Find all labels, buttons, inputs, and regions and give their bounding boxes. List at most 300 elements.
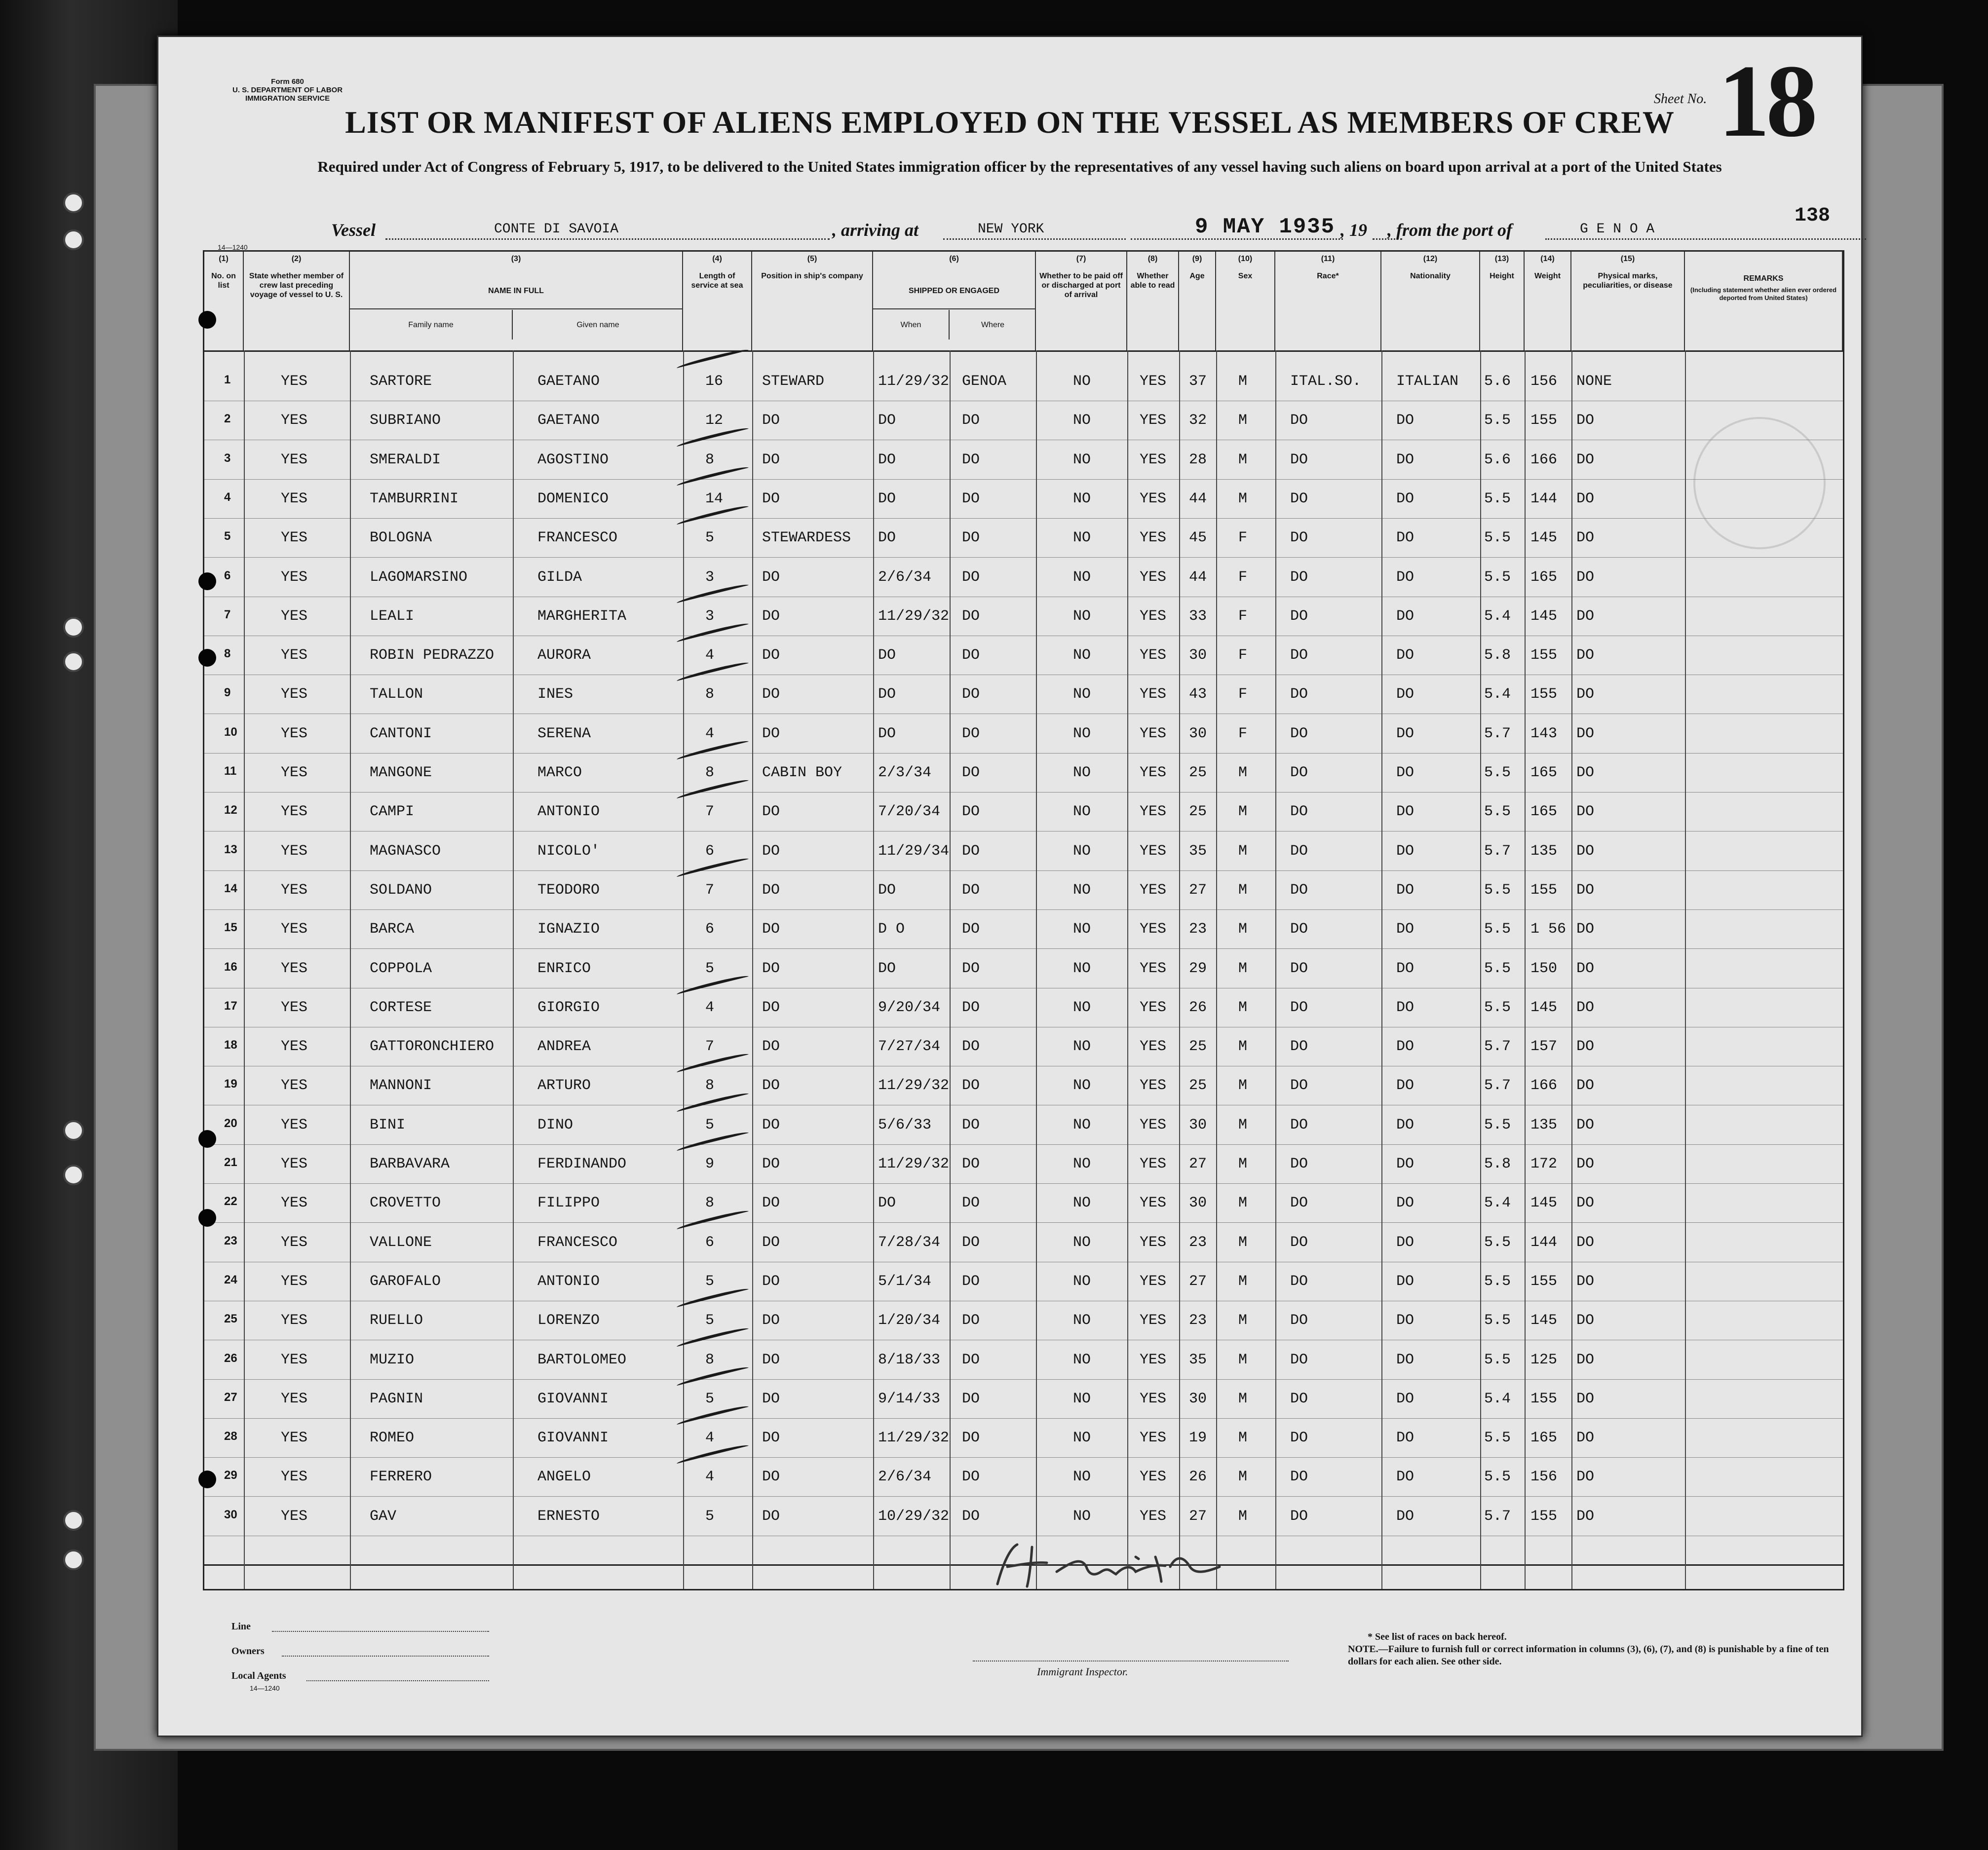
cell-family: TAMBURRINI — [370, 490, 459, 507]
cell-no: 13 — [224, 842, 237, 856]
column-header — [873, 252, 1036, 350]
cell-given: SERENA — [537, 725, 591, 742]
column-sublabel: Family name — [350, 310, 513, 340]
cell-race: DO — [1290, 1273, 1308, 1290]
cell-no: 17 — [224, 999, 237, 1013]
cell-crew: YES — [281, 725, 308, 742]
signature-mark — [988, 1537, 1224, 1596]
cell-sex: F — [1238, 529, 1248, 547]
column-divider — [950, 350, 951, 1589]
cell-family: LEALI — [370, 607, 415, 625]
table-row — [204, 1184, 1843, 1223]
cell-paid: NO — [1073, 960, 1091, 977]
cell-sex: M — [1238, 1273, 1248, 1290]
cell-marks: DO — [1576, 1469, 1595, 1486]
cell-weight: 172 — [1530, 1156, 1558, 1172]
cell-service: 8 — [705, 764, 715, 781]
arrival-port: NEW YORK — [978, 222, 1044, 237]
cell-when: 9/14/33 — [878, 1390, 941, 1407]
cell-age: 23 — [1189, 921, 1207, 938]
cell-age: 25 — [1189, 803, 1207, 821]
form-service: IMMIGRATION SERVICE — [245, 94, 330, 103]
binder-hole — [63, 1165, 84, 1185]
cell-service: 5 — [705, 960, 715, 977]
cell-nat: DO — [1396, 1430, 1415, 1447]
cell-race: DO — [1290, 490, 1308, 507]
cell-where: GENOA — [962, 373, 1007, 390]
cell-weight: 144 — [1530, 1234, 1558, 1251]
cell-service: 7 — [705, 881, 715, 899]
cell-read: YES — [1140, 803, 1167, 821]
cell-race: DO — [1290, 686, 1308, 703]
cell-service: 5 — [705, 1312, 715, 1329]
cell-height: 5.7 — [1484, 725, 1511, 742]
cell-race: DO — [1290, 1077, 1308, 1095]
table-row — [204, 675, 1843, 714]
cell-age: 29 — [1189, 960, 1207, 977]
table-row — [204, 1497, 1843, 1536]
cell-no: 10 — [224, 725, 237, 739]
cell-race: DO — [1290, 412, 1308, 429]
cell-family: MANGONE — [370, 764, 432, 781]
cell-nat: DO — [1396, 647, 1415, 664]
cell-sex: M — [1238, 764, 1248, 781]
cell-sex: M — [1238, 1234, 1248, 1251]
cell-given: MARGHERITA — [537, 607, 627, 625]
cell-marks: DO — [1576, 725, 1595, 742]
cell-read: YES — [1140, 1234, 1167, 1251]
cell-marks: DO — [1576, 1351, 1595, 1368]
cell-given: MARCO — [537, 764, 582, 781]
cell-when: 11/29/32 — [878, 1430, 950, 1447]
cell-height: 5.4 — [1484, 607, 1511, 625]
cell-no: 1 — [224, 373, 231, 386]
cell-height: 5.4 — [1484, 1390, 1511, 1407]
cell-height: 5.5 — [1484, 1116, 1511, 1133]
cell-position: DO — [762, 1038, 780, 1056]
cell-weight: 157 — [1530, 1038, 1558, 1056]
cell-nat: DO — [1396, 921, 1415, 938]
column-divider — [1216, 350, 1217, 1589]
cell-service: 5 — [705, 1116, 715, 1133]
cell-marks: DO — [1576, 607, 1595, 625]
cell-age: 30 — [1189, 1195, 1207, 1212]
cell-service: 4 — [705, 999, 715, 1016]
cell-sex: M — [1238, 1116, 1248, 1133]
cell-weight: 156 — [1530, 373, 1558, 390]
cell-age: 23 — [1189, 1312, 1207, 1329]
cell-no: 20 — [224, 1116, 237, 1130]
cell-read: YES — [1140, 1116, 1167, 1133]
cell-read: YES — [1140, 1351, 1167, 1368]
column-number: (4) — [712, 255, 722, 263]
cell-weight: 145 — [1530, 529, 1558, 547]
cell-service: 7 — [705, 1038, 715, 1056]
cell-read: YES — [1140, 568, 1167, 586]
cell-height: 5.7 — [1484, 1508, 1511, 1525]
column-divider — [1275, 350, 1276, 1589]
cell-nat: DO — [1396, 1351, 1415, 1368]
cell-where: DO — [962, 1351, 980, 1368]
cell-family: SMERALDI — [370, 451, 441, 468]
table-row — [204, 519, 1843, 558]
cell-marks: DO — [1576, 1234, 1595, 1251]
cell-height: 5.5 — [1484, 1312, 1511, 1329]
cell-height: 5.4 — [1484, 686, 1511, 703]
agents-code: 14—1240 — [250, 1684, 280, 1692]
cell-read: YES — [1140, 881, 1167, 899]
cell-read: YES — [1140, 1508, 1167, 1525]
cell-position: STEWARDESS — [762, 529, 851, 547]
cell-service: 5 — [705, 529, 715, 547]
cell-when: DO — [878, 960, 896, 977]
cell-family: CROVETTO — [370, 1195, 441, 1212]
rivet — [198, 1130, 216, 1148]
cell-family: FERRERO — [370, 1469, 432, 1486]
cell-sex: M — [1238, 412, 1248, 429]
cell-read: YES — [1140, 1469, 1167, 1486]
cell-nat: DO — [1396, 1508, 1415, 1525]
cell-weight: 166 — [1530, 451, 1558, 468]
cell-crew: YES — [281, 1156, 308, 1172]
cell-no: 14 — [224, 881, 237, 895]
cell-when: DO — [878, 451, 896, 468]
cell-where: DO — [962, 490, 980, 507]
cell-no: 21 — [224, 1156, 237, 1169]
cell-marks: DO — [1576, 568, 1595, 586]
cell-marks: DO — [1576, 451, 1595, 468]
cell-when: 1/20/34 — [878, 1312, 941, 1329]
binder-hole — [63, 651, 84, 672]
cell-marks: DO — [1576, 686, 1595, 703]
cell-sex: F — [1238, 568, 1248, 586]
cell-sex: M — [1238, 960, 1248, 977]
cell-weight: 145 — [1530, 1195, 1558, 1212]
column-divider — [244, 350, 245, 1589]
cell-service: 8 — [705, 1195, 715, 1212]
cell-when: 11/29/32 — [878, 1156, 950, 1172]
cell-read: YES — [1140, 764, 1167, 781]
cell-when: 2/3/34 — [878, 764, 932, 781]
cell-where: DO — [962, 451, 980, 468]
cell-where: DO — [962, 647, 980, 664]
cell-no: 26 — [224, 1351, 237, 1365]
cell-family: RUELLO — [370, 1312, 423, 1329]
cell-when: 5/6/33 — [878, 1116, 932, 1133]
cell-paid: NO — [1073, 451, 1091, 468]
cell-given: GAETANO — [537, 373, 600, 390]
cell-service: 8 — [705, 1077, 715, 1095]
cell-crew: YES — [281, 842, 308, 860]
column-header — [204, 252, 244, 350]
form-code — [232, 77, 343, 103]
cell-paid: NO — [1073, 842, 1091, 860]
column-label: Race* — [1317, 272, 1339, 280]
cell-given: FRANCESCO — [537, 529, 618, 547]
cell-given: GIOVANNI — [537, 1390, 609, 1407]
cell-height: 5.8 — [1484, 647, 1511, 664]
line-rule — [272, 1631, 489, 1632]
cell-weight: 165 — [1530, 568, 1558, 586]
cell-where: DO — [962, 1469, 980, 1486]
cell-where: DO — [962, 803, 980, 821]
cell-crew: YES — [281, 373, 308, 390]
cell-sex: M — [1238, 803, 1248, 821]
cell-service: 14 — [705, 490, 724, 507]
column-divider — [1525, 350, 1526, 1589]
cell-paid: NO — [1073, 764, 1091, 781]
cell-no: 24 — [224, 1273, 237, 1286]
cell-paid: NO — [1073, 686, 1091, 703]
cell-marks: DO — [1576, 881, 1595, 899]
cell-given: IGNAZIO — [537, 921, 600, 938]
cell-nat: DO — [1396, 412, 1415, 429]
manifest-sheet — [157, 36, 1863, 1737]
cell-age: 33 — [1189, 607, 1207, 625]
cell-paid: NO — [1073, 1234, 1091, 1251]
cell-nat: DO — [1396, 764, 1415, 781]
column-header — [1571, 252, 1685, 350]
column-header — [1525, 252, 1571, 350]
cell-marks: DO — [1576, 1195, 1595, 1212]
cell-position: DO — [762, 451, 780, 468]
cell-paid: NO — [1073, 412, 1091, 429]
cell-given: FERDINANDO — [537, 1156, 627, 1172]
cell-paid: NO — [1073, 1469, 1091, 1486]
cell-age: 35 — [1189, 1351, 1207, 1368]
cell-race: DO — [1290, 451, 1308, 468]
cell-nat: DO — [1396, 529, 1415, 547]
cell-race: DO — [1290, 999, 1308, 1016]
column-number: (11) — [1321, 255, 1335, 263]
cell-sex: M — [1238, 451, 1248, 468]
vessel-rule — [385, 238, 830, 240]
cell-age: 30 — [1189, 725, 1207, 742]
cell-service: 4 — [705, 1469, 715, 1486]
rivet — [198, 572, 216, 590]
cell-crew: YES — [281, 1116, 308, 1133]
cell-service: 4 — [705, 1430, 715, 1447]
cell-sex: M — [1238, 490, 1248, 507]
cell-age: 44 — [1189, 490, 1207, 507]
column-label: Weight — [1534, 272, 1561, 280]
cell-paid: NO — [1073, 1195, 1091, 1212]
cell-no: 27 — [224, 1390, 237, 1404]
cell-weight: 156 — [1530, 1469, 1558, 1486]
cell-weight: 155 — [1530, 1390, 1558, 1407]
cell-height: 5.5 — [1484, 960, 1511, 977]
cell-family: TALLON — [370, 686, 423, 703]
cell-age: 27 — [1189, 1273, 1207, 1290]
cell-height: 5.7 — [1484, 1038, 1511, 1056]
cell-crew: YES — [281, 1273, 308, 1290]
cell-crew: YES — [281, 1508, 308, 1525]
cell-where: DO — [962, 568, 980, 586]
binder-hole — [63, 1549, 84, 1570]
cell-position: DO — [762, 1312, 780, 1329]
cell-when: 11/29/32 — [878, 1077, 950, 1095]
cell-position: DO — [762, 1077, 780, 1095]
cell-given: GIOVANNI — [537, 1430, 609, 1447]
cell-age: 27 — [1189, 1508, 1207, 1525]
table-row — [204, 871, 1843, 910]
cell-position: DO — [762, 725, 780, 742]
cell-height: 5.5 — [1484, 529, 1511, 547]
cell-where: DO — [962, 1156, 980, 1172]
cell-height: 5.5 — [1484, 764, 1511, 781]
table-row — [204, 988, 1843, 1027]
cell-position: DO — [762, 803, 780, 821]
table-row — [204, 832, 1843, 871]
column-divider — [1571, 350, 1572, 1589]
cell-family: CAMPI — [370, 803, 415, 821]
cell-height: 5.5 — [1484, 1351, 1511, 1368]
rivet — [198, 649, 216, 667]
table-row — [204, 1341, 1843, 1380]
cell-when: 11/29/32 — [878, 373, 950, 390]
cell-sex: M — [1238, 1508, 1248, 1525]
cell-nat: DO — [1396, 1038, 1415, 1056]
column-header — [1275, 252, 1381, 350]
cell-nat: DO — [1396, 1156, 1415, 1172]
cell-no: 7 — [224, 607, 231, 621]
cell-no: 4 — [224, 490, 231, 504]
cell-no: 15 — [224, 921, 237, 935]
cell-crew: YES — [281, 1077, 308, 1095]
cell-nat: DO — [1396, 1077, 1415, 1095]
cell-age: 25 — [1189, 1038, 1207, 1056]
table-row — [204, 441, 1843, 480]
cell-no: 6 — [224, 568, 231, 582]
column-label: Whether able to read — [1130, 272, 1175, 290]
cell-family: MAGNASCO — [370, 842, 441, 860]
cell-family: COPPOLA — [370, 960, 432, 977]
cell-service: 3 — [705, 568, 715, 586]
cell-nat: DO — [1396, 1312, 1415, 1329]
column-number: (13) — [1494, 255, 1509, 263]
cell-height: 5.4 — [1484, 1195, 1511, 1212]
cell-race: DO — [1290, 1469, 1308, 1486]
cell-position: STEWARD — [762, 373, 825, 390]
column-sublabel: (Including statement whether alien ever ordered deported from United States) — [1690, 286, 1837, 302]
cell-position: DO — [762, 568, 780, 586]
table-row — [204, 1419, 1843, 1458]
cell-read: YES — [1140, 529, 1167, 547]
column-label: Age — [1189, 272, 1205, 280]
cell-family: MUZIO — [370, 1351, 415, 1368]
cell-weight: 143 — [1530, 725, 1558, 742]
cell-read: YES — [1140, 1038, 1167, 1056]
cell-no: 29 — [224, 1469, 237, 1482]
print-code: 14—1240 — [218, 243, 248, 251]
binder-hole — [63, 617, 84, 638]
table-row — [204, 597, 1843, 636]
footnote — [1348, 1631, 1841, 1668]
cell-crew: YES — [281, 1430, 308, 1447]
cell-weight: 165 — [1530, 803, 1558, 821]
cell-when: 9/20/34 — [878, 999, 941, 1016]
cell-position: DO — [762, 412, 780, 429]
cell-service: 5 — [705, 1273, 715, 1290]
cell-family: CORTESE — [370, 999, 432, 1016]
cell-height: 5.7 — [1484, 842, 1511, 860]
cell-height: 5.5 — [1484, 568, 1511, 586]
cell-sex: F — [1238, 647, 1248, 664]
cell-sex: F — [1238, 607, 1248, 625]
cell-marks: DO — [1576, 1077, 1595, 1095]
header-divider — [204, 350, 1843, 352]
cell-position: DO — [762, 1508, 780, 1525]
cell-age: 27 — [1189, 1156, 1207, 1172]
cell-race: DO — [1290, 1312, 1308, 1329]
cell-race: DO — [1290, 1508, 1308, 1525]
cell-nat: DO — [1396, 1116, 1415, 1133]
cell-given: ANTONIO — [537, 803, 600, 821]
cell-no: 22 — [224, 1195, 237, 1208]
race-note: * See list of races on back hereof. — [1368, 1631, 1507, 1642]
table-row — [204, 910, 1843, 949]
cell-read: YES — [1140, 451, 1167, 468]
cell-given: AGOSTINO — [537, 451, 609, 468]
cell-where: DO — [962, 607, 980, 625]
column-label: Whether to be paid off or discharged at port of arrival — [1039, 272, 1123, 299]
cell-marks: DO — [1576, 1390, 1595, 1407]
cell-where: DO — [962, 686, 980, 703]
table-row — [204, 558, 1843, 597]
cell-crew: YES — [281, 1038, 308, 1056]
cell-family: GATTORONCHIERO — [370, 1038, 495, 1056]
column-sublabel: Where — [981, 321, 1005, 329]
cell-read: YES — [1140, 647, 1167, 664]
column-header — [1036, 252, 1127, 350]
cell-sex: F — [1238, 686, 1248, 703]
local-agents-label: Local Agents — [231, 1670, 286, 1681]
cell-when: DO — [878, 529, 896, 547]
cell-given: DOMENICO — [537, 490, 609, 507]
cell-service: 3 — [705, 607, 715, 625]
cell-age: 44 — [1189, 568, 1207, 586]
cell-marks: DO — [1576, 764, 1595, 781]
cell-position: DO — [762, 607, 780, 625]
cell-crew: YES — [281, 881, 308, 899]
table-row — [204, 754, 1843, 793]
cell-race: DO — [1290, 647, 1308, 664]
cell-marks: DO — [1576, 999, 1595, 1016]
cell-race: DO — [1290, 764, 1308, 781]
cell-race: DO — [1290, 842, 1308, 860]
cell-service: 16 — [705, 373, 724, 390]
cell-height: 5.6 — [1484, 373, 1511, 390]
crew-table — [203, 250, 1844, 1590]
table-row — [204, 1380, 1843, 1419]
cell-crew: YES — [281, 451, 308, 468]
vessel-name: CONTE DI SAVOIA — [494, 222, 619, 237]
cell-given: GILDA — [537, 568, 582, 586]
cell-paid: NO — [1073, 921, 1091, 938]
cell-when: 2/6/34 — [878, 568, 932, 586]
cell-paid: NO — [1073, 490, 1091, 507]
cell-position: DO — [762, 1469, 780, 1486]
cell-sex: M — [1238, 842, 1248, 860]
cell-race: DO — [1290, 1116, 1308, 1133]
cell-read: YES — [1140, 490, 1167, 507]
page-subtitle: Required under Act of Congress of February 5, 1917, to be delivered to the United States immigration officer by the representatives of any vessel having such aliens on board upon arrival at a port of the United States — [317, 158, 1722, 175]
cell-crew: YES — [281, 803, 308, 821]
binder-hole — [63, 1120, 84, 1141]
column-number: (14) — [1540, 255, 1555, 263]
cell-nat: DO — [1396, 1273, 1415, 1290]
binder-hole — [63, 192, 84, 213]
